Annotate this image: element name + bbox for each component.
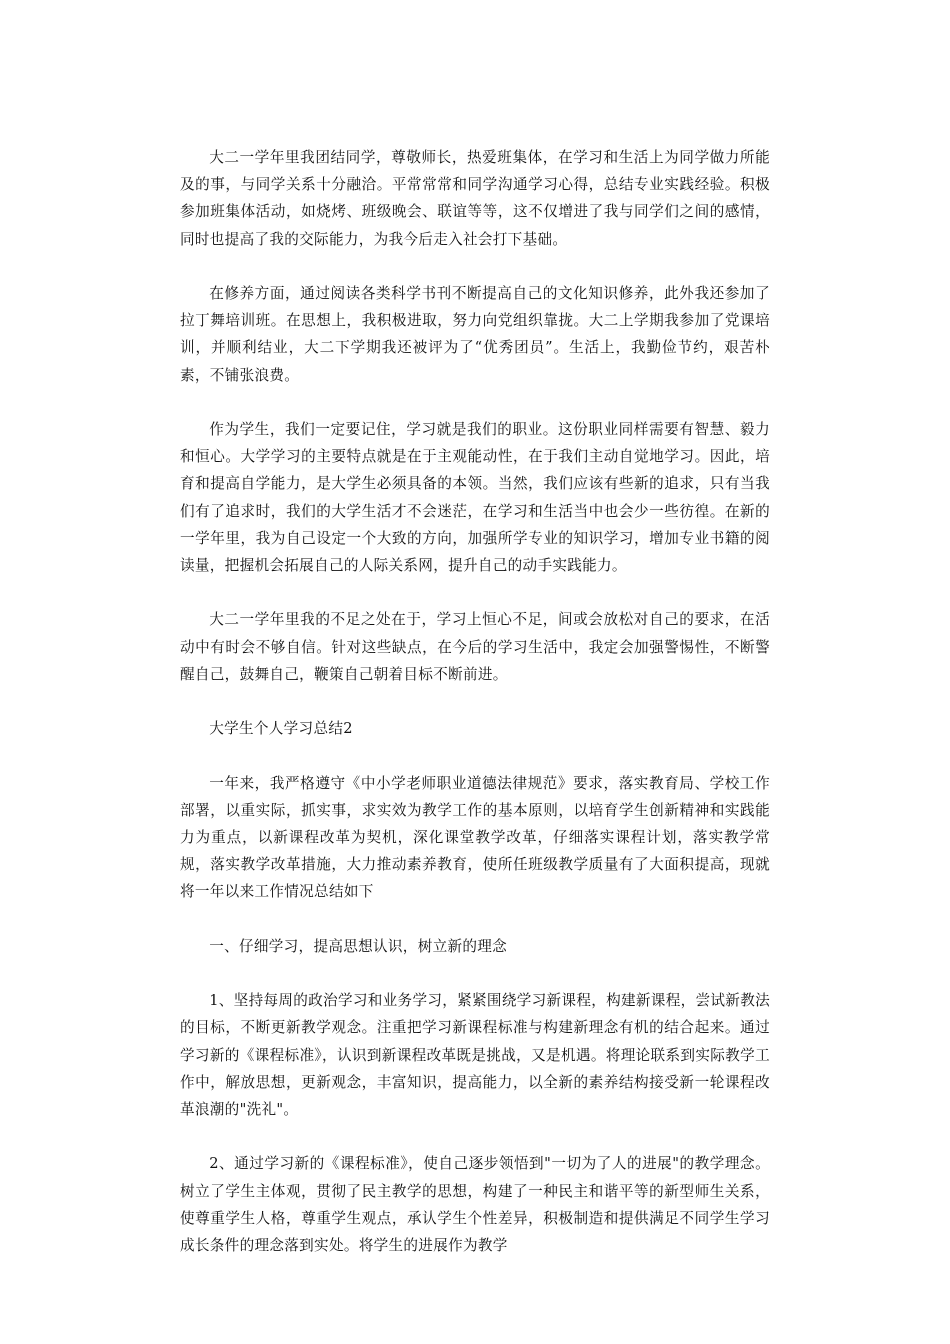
paragraph-shortcomings: 大二一学年里我的不足之处在于，学习上恒心不足，间或会放松对自己的要求，在活动中有时会不够自信。针对这些缺点，在今后的学习生活中，我定会加强警惕性，不断警醒自己，鼓舞自己，鞭策自己朝着目标不断前进。 [180,611,770,683]
paragraph-year-overview: 一年来，我严格遵守《中小学老师职业道德法律规范》要求，落实教育局、学校工作部署，以重实际，抓实事，求实效为教学工作的基本原则，以培育学生创新精神和实践能力为重点，以新课程改革为契机，深化课堂教学改革，仔细落实课程计划，落实教学常规，落实教学改革措施，大力推动素养教育，使所任班级教学质量有了大面积提高，现就将一年以来工作情况总结如下 [180,774,770,901]
paragraph-summary-classmates: 大二一学年里我团结同学，尊敬师长，热爱班集体，在学习和生活上为同学做力所能及的事，与同学关系十分融洽。平常常常和同学沟通学习心得，总结专业实践经验。积极参加班集体活动，如烧烤、班级晚会、联谊等等，这不仅增进了我与同学们之间的感情，同时也提高了我的交际能力，为我今后走入社会打下基础。 [180,149,770,248]
section-heading-1: 一、仔细学习，提高思想认识，树立新的理念 [209,937,508,955]
paragraph-point-2: 2、通过学习新的《课程标准》，使自己逐步领悟到"一切为了人的进展"的教学理念。树立了学生主体观，贯彻了民主教学的思想，构建了一种民主和谐平等的新型师生关系，使尊重学生人格，尊重学生观点，承认学生个性差异，积极制造和提供满足不同学生学习成长条件的理念落到实处。将学生的进展作为教学 [180,1155,770,1254]
paragraph-cultivation: 在修养方面，通过阅读各类科学书刊不断提高自己的文化知识修养，此外我还参加了拉丁舞培训班。在思想上，我积极进取，努力向党组织靠拢。大二上学期我参加了党课培训，并顺利结业，大二下学期我还被评为了“优秀团员”。生活上，我勤俭节约，艰苦朴素，不铺张浪费。 [180,285,770,384]
document-page [180,144,770,1286]
section-title-summary-2: 大学生个人学习总结2 [209,720,353,738]
paragraph-student-duty: 作为学生，我们一定要记住，学习就是我们的职业。这份职业同样需要有智慧、毅力和恒心。大学学习的主要特点就是在于主观能动性，在于我们主动自觉地学习。因此，培育和提高自学能力，是大学生必须具备的本领。当然，我们应该有些新的追求，只有当我们有了追求时，我们的大学生活才不会迷茫，在学习和生活当中也会少一些彷徨。在新的一学年里，我为自己设定一个大致的方向，加强所学专业的知识学习，增加专业书籍的阅读量，把握机会拓展自己的人际关系网，提升自己的动手实践能力。 [180,421,770,575]
paragraph-point-1: 1、坚持每周的政治学习和业务学习，紧紧围绕学习新课程，构建新课程，尝试新教法的目标，不断更新教学观念。注重把学习新课程标准与构建新理念有机的结合起来。通过学习新的《课程标准》，认识到新课程改革既是挑战，又是机遇。将理论联系到实际教学工作中，解放思想，更新观念，丰富知识，提高能力，以全新的素养结构接受新一轮课程改革浪潮的"洗礼"。 [180,992,770,1118]
